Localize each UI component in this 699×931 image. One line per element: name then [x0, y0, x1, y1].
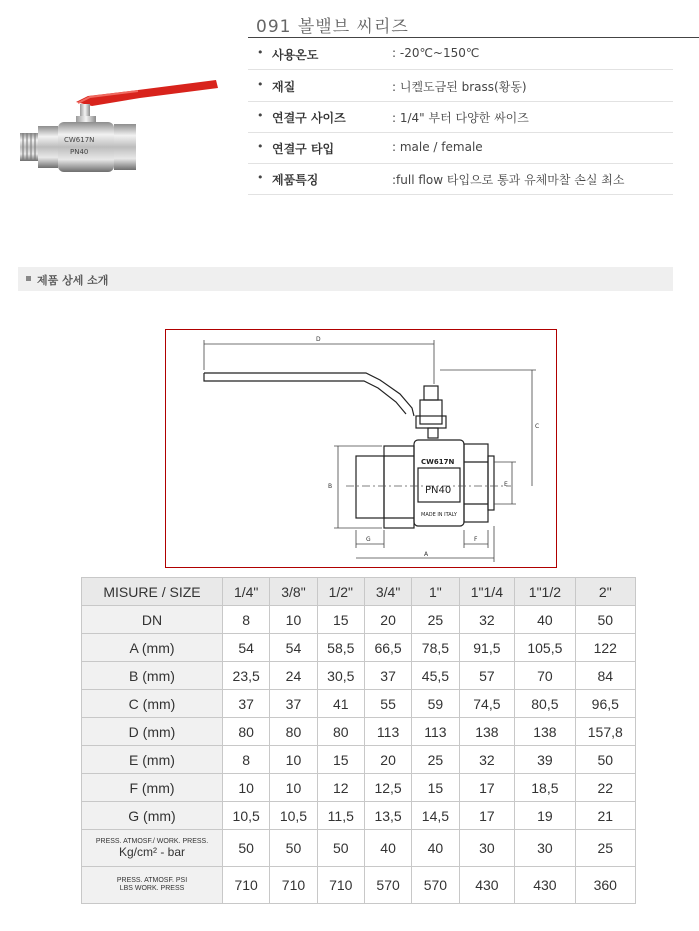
- table-cell: 78,5: [412, 634, 459, 662]
- table-cell: 50: [317, 830, 364, 867]
- table-cell: 113: [412, 718, 459, 746]
- page-title: 091 볼밸브 씨리즈: [256, 17, 409, 37]
- table-cell: 40: [412, 830, 459, 867]
- table-cell: 54: [223, 634, 270, 662]
- bullet-icon: •: [257, 46, 264, 59]
- table-cell: 710: [270, 867, 317, 904]
- table-cell: 41: [317, 690, 364, 718]
- table-cell: 50: [575, 746, 635, 774]
- table-header-row: [82, 578, 636, 606]
- table-cell: 13,5: [364, 802, 411, 830]
- table-cell: 80,5: [515, 690, 575, 718]
- table-cell: 32: [459, 606, 515, 634]
- spec-row-features: [248, 163, 673, 195]
- table-cell: 12: [317, 774, 364, 802]
- header-label: MISURE / SIZE: [82, 578, 223, 606]
- table-cell: 32: [459, 746, 515, 774]
- table-cell: 57: [459, 662, 515, 690]
- table-cell: 17: [459, 802, 515, 830]
- table-cell: 10: [270, 746, 317, 774]
- size-header: 1": [412, 578, 459, 606]
- dim-label-a: A: [424, 551, 429, 558]
- spec-row-connection-type: [248, 132, 673, 164]
- table-row: [82, 746, 636, 774]
- table-row: [82, 634, 636, 662]
- spec-row-connection-size: [248, 101, 673, 133]
- table-cell: 10,5: [223, 802, 270, 830]
- table-cell: 360: [575, 867, 635, 904]
- table-cell: 10: [223, 774, 270, 802]
- table-cell: 80: [270, 718, 317, 746]
- table-cell: 54: [270, 634, 317, 662]
- row-label: F (mm): [82, 774, 223, 802]
- table-cell: 10: [270, 606, 317, 634]
- table-cell: 50: [270, 830, 317, 867]
- row-label: B (mm): [82, 662, 223, 690]
- spec-value: : -20℃~150℃: [392, 46, 480, 60]
- spec-row-temperature: [248, 38, 673, 70]
- table-row: [82, 802, 636, 830]
- diagram-stamp-1: CW617N: [421, 458, 455, 466]
- table-cell: 50: [575, 606, 635, 634]
- table-cell: 105,5: [515, 634, 575, 662]
- size-header: 2": [575, 578, 635, 606]
- technical-drawing: [165, 329, 557, 568]
- table-cell: 157,8: [575, 718, 635, 746]
- table-cell: 39: [515, 746, 575, 774]
- row-label: [82, 867, 223, 904]
- table-cell: 10: [270, 774, 317, 802]
- table-cell: 84: [575, 662, 635, 690]
- table-cell: 138: [459, 718, 515, 746]
- row-label: E (mm): [82, 746, 223, 774]
- bullet-icon: •: [257, 140, 264, 153]
- table-cell: 74,5: [459, 690, 515, 718]
- table-cell: 80: [223, 718, 270, 746]
- table-cell: 138: [515, 718, 575, 746]
- table-row: [82, 718, 636, 746]
- row-label: DN: [82, 606, 223, 634]
- row-label-top: PRESS. ATMOSF. PSI: [116, 877, 188, 884]
- dimension-rows: [82, 606, 636, 830]
- table-cell: 25: [412, 606, 459, 634]
- table-cell: 25: [412, 746, 459, 774]
- diagram-stamp-2: PN40: [425, 485, 452, 496]
- photo-stamp-1: CW617N: [64, 136, 95, 144]
- table-cell: 122: [575, 634, 635, 662]
- table-cell: 25: [575, 830, 635, 867]
- spec-label: 재질: [272, 80, 296, 94]
- table-cell: 430: [459, 867, 515, 904]
- table-cell: 58,5: [317, 634, 364, 662]
- table-row: [82, 662, 636, 690]
- table-cell: 15: [317, 606, 364, 634]
- table-cell: 21: [575, 802, 635, 830]
- table-cell: 30: [515, 830, 575, 867]
- row-label: D (mm): [82, 718, 223, 746]
- size-header: 1/4": [223, 578, 270, 606]
- table-cell: 11,5: [317, 802, 364, 830]
- product-photo: [18, 60, 232, 198]
- table-cell: 710: [223, 867, 270, 904]
- table-row-pressure-psi: [82, 867, 636, 904]
- row-label-top: PRESS. ATMOSF./ WORK. PRESS.: [95, 837, 209, 845]
- row-label: G (mm): [82, 802, 223, 830]
- table-cell: 23,5: [223, 662, 270, 690]
- table-cell: 66,5: [364, 634, 411, 662]
- table-cell: 40: [515, 606, 575, 634]
- table-cell: 70: [515, 662, 575, 690]
- section-title: 제품 상세 소개: [37, 274, 109, 287]
- table-row: [82, 690, 636, 718]
- spec-label: 연결구 타입: [272, 142, 335, 156]
- table-cell: 12,5: [364, 774, 411, 802]
- size-header: 3/4": [364, 578, 411, 606]
- spec-label: 연결구 사이즈: [272, 111, 346, 125]
- table-row-pressure-kg: [82, 830, 636, 867]
- table-cell: 15: [317, 746, 364, 774]
- table-cell: 37: [223, 690, 270, 718]
- row-label: A (mm): [82, 634, 223, 662]
- table-row: [82, 774, 636, 802]
- size-header: 1"1/4: [459, 578, 515, 606]
- table-cell: 40: [364, 830, 411, 867]
- size-header: 1/2": [317, 578, 364, 606]
- table-cell: 710: [317, 867, 364, 904]
- table-cell: 22: [575, 774, 635, 802]
- spec-row-material: [248, 70, 673, 102]
- table-cell: 570: [412, 867, 459, 904]
- table-cell: 18,5: [515, 774, 575, 802]
- table-cell: 20: [364, 606, 411, 634]
- table-cell: 30,5: [317, 662, 364, 690]
- table-cell: 17: [459, 774, 515, 802]
- photo-stamp-2: PN40: [70, 148, 89, 156]
- size-spec-table: [81, 577, 636, 904]
- spec-label: 제품특징: [272, 173, 319, 187]
- valve-diagram-svg: [166, 330, 556, 567]
- spec-value: : male / female: [392, 140, 483, 154]
- table-cell: 37: [270, 690, 317, 718]
- dim-label-d: D: [316, 336, 321, 343]
- table-cell: 55: [364, 690, 411, 718]
- bullet-icon: •: [257, 109, 264, 122]
- table-cell: 37: [364, 662, 411, 690]
- table-cell: 20: [364, 746, 411, 774]
- size-header: 3/8": [270, 578, 317, 606]
- red-handle: [76, 80, 218, 106]
- table-cell: 430: [515, 867, 575, 904]
- row-label-bottom: LBS WORK. PRESS: [119, 885, 185, 892]
- table-cell: 59: [412, 690, 459, 718]
- spec-label: 사용온도: [272, 48, 319, 62]
- table-row: [82, 606, 636, 634]
- square-bullet-icon: [26, 276, 31, 281]
- table-cell: 96,5: [575, 690, 635, 718]
- table-cell: 10,5: [270, 802, 317, 830]
- table-cell: 113: [364, 718, 411, 746]
- spec-value: :full flow 타입으로 통과 유체마찰 손실 최소: [392, 173, 625, 187]
- table-cell: 8: [223, 746, 270, 774]
- table-cell: 91,5: [459, 634, 515, 662]
- dim-label-b: B: [328, 483, 333, 490]
- table-cell: 80: [317, 718, 364, 746]
- spec-value: : 니켈도금된 brass(황동): [392, 80, 527, 94]
- diagram-stamp-3: MADE IN ITALY: [421, 512, 457, 518]
- table-cell: 14,5: [412, 802, 459, 830]
- table-cell: 24: [270, 662, 317, 690]
- table-cell: 19: [515, 802, 575, 830]
- row-label-bottom: Kg/cm² - bar: [118, 844, 185, 859]
- section-header: [18, 267, 673, 291]
- row-label: [82, 830, 223, 867]
- dim-label-f: F: [474, 536, 478, 543]
- bullet-icon: •: [257, 78, 264, 91]
- table-cell: 8: [223, 606, 270, 634]
- table-cell: 570: [364, 867, 411, 904]
- dim-label-e: E: [504, 481, 508, 488]
- table-cell: 45,5: [412, 662, 459, 690]
- table-cell: 15: [412, 774, 459, 802]
- row-label: C (mm): [82, 690, 223, 718]
- dim-label-g: G: [366, 536, 371, 543]
- bullet-icon: •: [257, 171, 264, 184]
- dim-label-c: C: [535, 423, 540, 430]
- spec-value: : 1/4" 부터 다양한 싸이즈: [392, 111, 529, 125]
- table-cell: 50: [223, 830, 270, 867]
- table-cell: 30: [459, 830, 515, 867]
- size-header: 1"1/2: [515, 578, 575, 606]
